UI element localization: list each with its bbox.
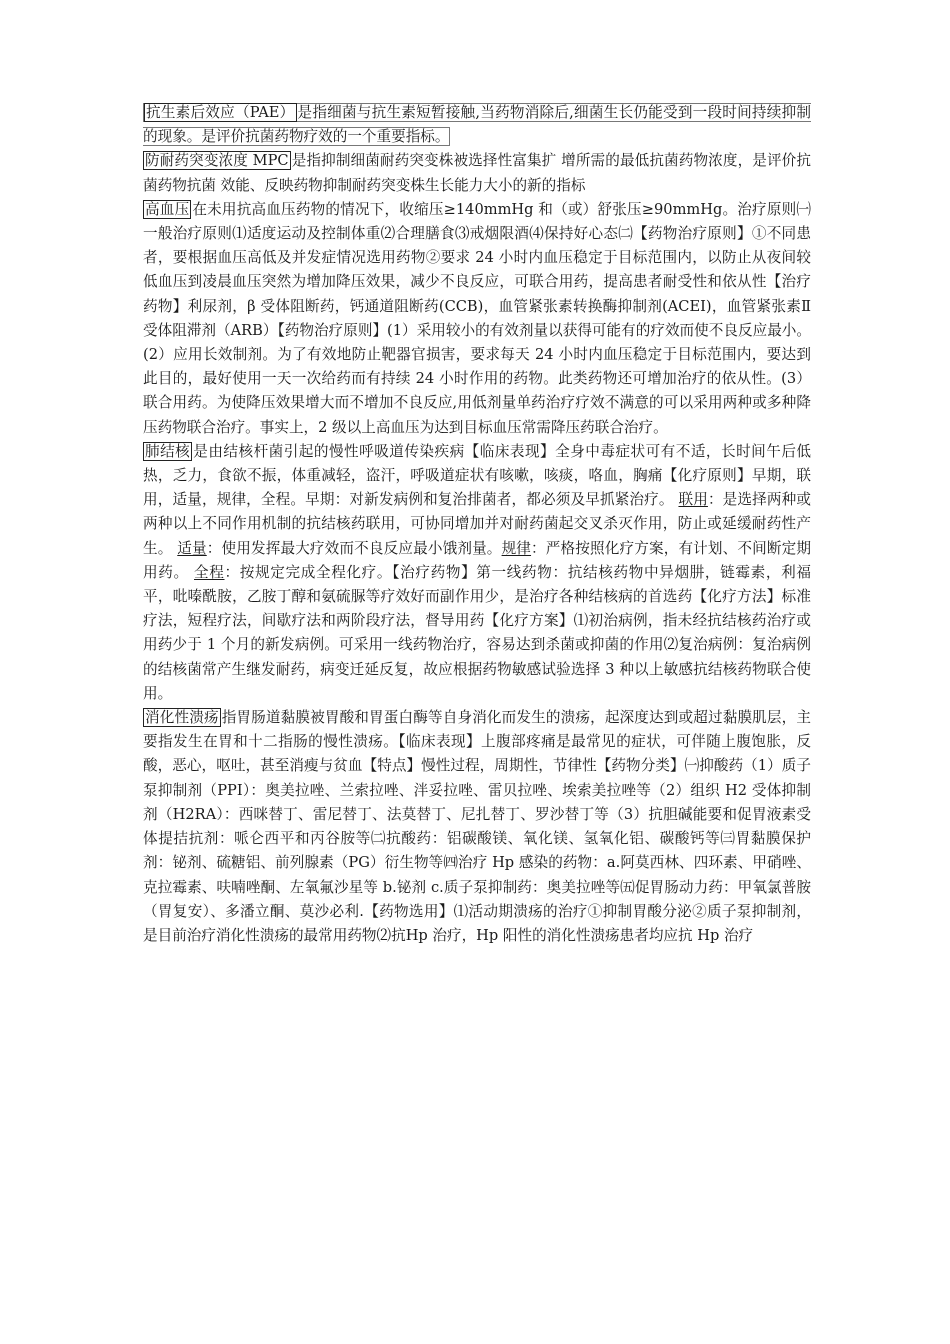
term-hypertension: 高血压 <box>145 200 190 218</box>
tb-keyword-dosage: 适量 <box>177 539 207 557</box>
term-mpc: 防耐药突变浓度 MPC <box>145 152 289 170</box>
tb-text-1: 是由结核杆菌引起的慢性呼吸道传染疾病【临床表现】全身中毒症状可有不适，长时间午后低热，乏力，食欲不振，体重减轻，盗汗，呼吸道症状有咳嗽，咳痰，咯血，胸痛【化疗原则】早期，联用，适量，规律，全程。早期：对新发病例和复治排菌者，都必须及早抓紧治疗。 <box>143 442 811 509</box>
entry-tuberculosis <box>143 440 811 706</box>
definition-peptic-ulcer: 指胃肠道黏膜被胃酸和胃蛋白酶等自身消化而发生的溃疡，起深度达到或超过黏膜肌层，主要指发生在胃和十二指肠的慢性溃疡。【临床表现】上腹部疼痛是最常见的症状，可伴随上腹饱胀，反酸，恶心，呕吐，甚至消瘦与贫血【特点】慢性过程，周期性，节律性【药物分类】㈠抑酸药（1）质子泵抑制剂（PPI）：奥美拉唑、兰索拉唑、泮妥拉唑、雷贝拉唑、埃索美拉唑等（2）组织 H2 受体抑制剂（H2RA）：西咪替丁、雷尼替丁、法莫替丁、尼扎替丁、罗沙替丁等（3）抗胆碱能要和促胃液素受体提拮抗剂：哌仑西平和丙谷胺等㈡抗酸药：铝碳酸镁、氧化镁、氢氧化铝、碳酸钙等㈢胃黏膜保护剂：铋剂、硫糖铝、前列腺素（PG）衍生物等㈣治疗 Hp 感染的药物：a.阿莫西林、四环素、甲硝唑、克拉霉素、呋喃唑酮、左氧氟沙星等 b.铋剂 c.质子泵抑制药：奥美拉唑等㈤促胃肠动力药：甲氧氯普胺（胃复安）、多潘立酮、莫沙必利.【药物选用】⑴活动期溃疡的治疗①抑制胃酸分泌②质子泵抑制剂，是目前治疗消化性溃疡的最常用药物⑵抗Hp 治疗，Hp 阳性的消化性溃疡患者均应抗 Hp 治疗 <box>143 709 811 944</box>
tb-keyword-regular: 规律 <box>501 539 532 557</box>
entry-mpc <box>143 149 811 197</box>
term-peptic-ulcer: 消化性溃疡 <box>145 709 219 727</box>
tb-text-5: ：按规定完成全程化疗。【治疗药物】第一线药物：抗结核药物中异烟肼，链霉素，利福平，吡嗪酰胺，乙胺丁醇和氨硫脲等疗效好而副作用少，是治疗各种结核病的首选药【化疗方法】标准疗法，短程疗法，间歇疗法和两阶段疗法，督导用药【化疗方案】⑴初治病例，指未经抗结核药治疗或用药少于 1 个月的新发病例。可采用一线药物治疗，容易达到杀菌或抑菌的作用⑵复治病例：复治病例的结核菌常产生继发耐药，病变迁延反复，故应根据药物敏感试验选择 3 种以上敏感抗结核药物联合使用。 <box>143 563 811 702</box>
tb-keyword-full-course: 全程 <box>194 563 225 581</box>
document-body <box>143 101 811 948</box>
entry-peptic-ulcer <box>143 706 811 948</box>
entry-hypertension <box>143 198 811 440</box>
pae-line-box <box>143 103 811 146</box>
tb-keyword-combined: 联用 <box>678 491 708 509</box>
term-tuberculosis: 肺结核 <box>145 442 191 460</box>
definition-hypertension: 在未用抗高血压药物的情况下，收缩压≥140mmHg 和（或）舒张压≥90mmHg。治疗原则㈠一般治疗原则⑴适度运动及控制体重⑵合理膳食⑶戒烟限酒⑷保持好心态㈡【药物治疗原则】①不同患者，要根据血压高低及并发症情况选用药物②要求 24 小时内血压稳定于目标范围内，以防止从夜间较低血压到凌晨血压突然为增加降压效果，减少不良反应，可联合用药，提高患者耐受性和依从性【治疗药物】利尿剂，β 受体阻断药，钙通道阻断药(CCB)，血管紧张素转换酶抑制剂(ACEI)，血管紧张素Ⅱ受体阻滞剂（ARB）【药物治疗原则】(1）采用较小的有效剂量以获得可能有的疗效而使不良反应最小。(2）应用长效制剂。为了有效地防止靶器官损害，要求每天 24 小时内血压稳定于目标范围内，要达到此目的，最好使用一天一次给药而有持续 24 小时作用的药物。此类药物还可增加治疗的依从性。(3）联合用药。为使降压效果增大而不增加不良反应,用低剂量单药治疗疗效不满意的可以采用两种或多种降压药物联合治疗。事实上，2 级以上高血压为达到目标血压常需降压药联合治疗。 <box>143 200 811 436</box>
tb-text-3: ：使用发挥最大疗效而不良反应最小饿剂量。 <box>206 539 502 557</box>
tb-text-4: ：严格按照化疗方案，有计划、不间断定期用药。 <box>143 539 811 581</box>
tb-text-2: ：是选择两种或两种以上不同作用机制的抗结核药联用，可协同增加并对耐药菌起交叉杀灭作用，防止或延缓耐药性产生。 <box>143 491 811 557</box>
entry-pae <box>143 101 811 149</box>
definition-pae: 是指细菌与抗生素短暂接触,当药物消除后,细菌生长仍能受到一段时间持续抑制的现象。是评价抗菌药物疗效的一个重要指标。 <box>143 104 811 146</box>
term-pae: 抗生素后效应（PAE） <box>146 104 295 121</box>
definition-mpc: 是指抑制细菌耐药突变株被选择性富集扩 增所需的最低抗菌药物浓度，是评价抗菌药物抗菌 效能、反映药物抑制耐药突变株生长能力大小的新的指标 <box>143 152 811 194</box>
